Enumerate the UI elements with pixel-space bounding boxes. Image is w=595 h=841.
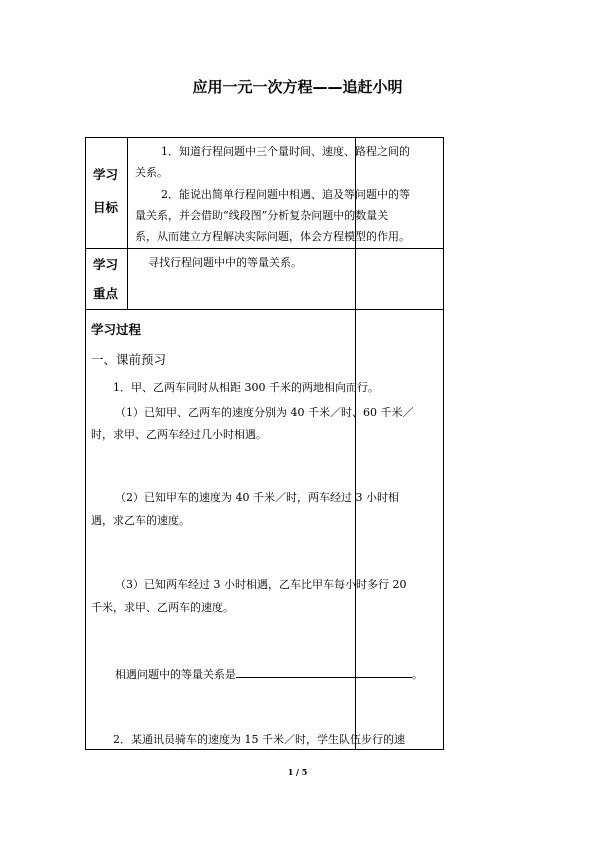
relation-prefix: 相遇问题中的等量关系是 (115, 668, 236, 681)
question-3-line-1: （3）已知两车经过 3 小时相遇，乙车比甲车每小时多行 20 (115, 578, 407, 591)
question-1-line-2: 时，求甲、乙两车经过几小时相遇。 (91, 428, 267, 441)
process-heading: 学习过程 (91, 322, 142, 337)
objective-line-3: 2．能说出简单行程问题中相遇、追及等问题中的等 (161, 188, 410, 201)
label-column-divider (127, 137, 128, 309)
problem-2: 2．某通讯员骑车的速度为 15 千米／时，学生队伍步行的速 (113, 733, 405, 746)
question-1-line-1: （1）已知甲、乙两车的速度分别为 40 千米／时、60 千米／ (115, 406, 414, 419)
objectives-label-2: 目标 (93, 200, 119, 215)
section-preview: 一、课前预习 (91, 352, 167, 367)
page-title: 应用一元一次方程——追赶小明 (192, 78, 403, 96)
keypoints-label-1: 学习 (93, 257, 119, 272)
objective-line-4: 量关系，并会借助“线段图”分析复杂问题中的数量关 (135, 209, 389, 222)
problem-1: 1．甲、乙两车同时从相距 300 千米的两地相向而行。 (113, 381, 379, 394)
lesson-table (85, 137, 444, 750)
answer-blank[interactable] (236, 663, 412, 678)
row-divider-objectives (85, 248, 444, 249)
relation-fill-in (115, 663, 423, 686)
row-divider-keypoints (85, 309, 444, 310)
table-border-right (443, 137, 444, 750)
table-border-left (85, 137, 86, 750)
objectives-label-1: 学习 (93, 167, 119, 182)
question-2-line-2: 遇，求乙车的速度。 (91, 514, 190, 527)
relation-suffix: 。 (412, 668, 423, 681)
objective-line-2: 关系。 (135, 166, 168, 179)
keypoints-text: 寻找行程问题中中的等量关系。 (148, 256, 302, 269)
question-3-line-2: 千米，求甲、乙两车的速度。 (91, 601, 234, 614)
question-2-line-1: （2）已知甲车的速度为 40 千米／时，两车经过 3 小时相 (115, 491, 399, 504)
objective-line-1: 1．知道行程问题中三个量时间、速度、路程之间的 (161, 145, 410, 158)
page-number: 1 / 5 (287, 767, 308, 777)
table-border-top (85, 137, 444, 138)
keypoints-label-2: 重点 (93, 286, 119, 301)
objective-line-5: 系，从而建立方程解决实际问题，体会方程模型的作用。 (135, 230, 410, 243)
